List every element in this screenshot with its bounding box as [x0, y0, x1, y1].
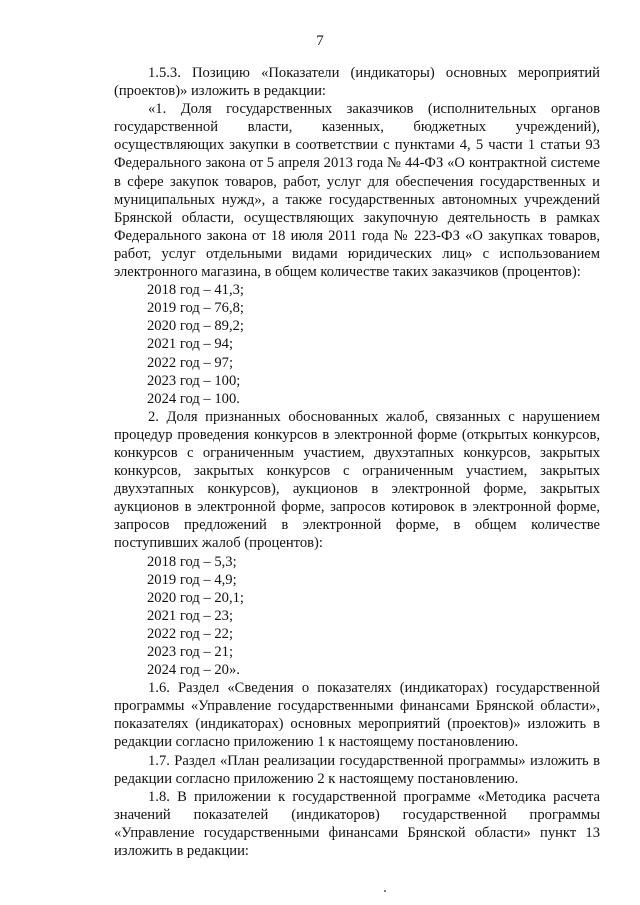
indicator-1-value-2022: 2022 год – 97; [147, 354, 234, 371]
scan-speck [384, 890, 386, 892]
section-1-8: 1.8. В приложении к государственной программе «Методика расчета значений показателей (индикаторов) государственной программы «Управление государственными финансами Брянской области» пункт 13 изложить в редакции: [114, 788, 600, 860]
document-body [114, 64, 600, 860]
section-1-6: 1.6. Раздел «Сведения о показателях (индикаторах) государственной программы «Управление государственными финансами Брянской области», показателях (индикаторах) основных мероприятий (проектов)» изложить в редакции согласно приложению 1 к настоящему постановлению. [114, 680, 600, 751]
indicator-1-value-2018: 2018 год – 41,3; [147, 282, 244, 299]
section-1-5-3-intro: 1.5.3. Позицию «Показатели (индикаторы) основных мероприятий (проектов)» изложить в редакции: [114, 65, 600, 100]
indicator-2-values [114, 553, 600, 680]
indicator-2-text: 2. Доля признанных обоснованных жалоб, связанных с нарушением процедур проведения конкурсов в электронной форме (открытых конкурсов, конкурсов с ограниченным участием, двухэтапных конкурсов, закрытых конкурсов, закрытых конкурсов с ограниченным участием, закрытых двухэтапных конкурсов), аукционов в электронной форме, закрытых аукционов в электронной форме, запросов котировок в электронной форме, запросов предложений в электронной форме, в общем количестве поступивших жалоб (процентов): [114, 408, 600, 552]
indicator-1-values [114, 281, 600, 408]
indicator-2-value-2022: 2022 год – 22; [147, 625, 234, 642]
indicator-1-value-2021: 2021 год – 94; [147, 336, 234, 353]
indicator-2-value-2023: 2023 год – 21; [147, 644, 234, 660]
indicator-1-value-2024: 2024 год – 100. [147, 390, 240, 407]
indicator-1-text: «1. Доля государственных заказчиков (исполнительных органов государственной власти, казенных, бюджетных учреждений), осуществляющих закупки в соответствии с пунктами 4, 5 части 1 статьи 93 Федерального закона от 5 апреля 2013 года № 44-ФЗ «О контрактной системе в сфере закупок товаров, работ, услуг для обеспечения государственных и муниципальных нужд», а также государственных автономных учреждений Брянской области, осуществляющих закупочную деятельность в рамках Федерального закона от 18 июля 2011 года № 223-ФЗ «О закупках товаров, работ, услуг отдельными видами юридических лиц» с использованием электронного магазина, в общем количестве таких заказчиков (процентов): [114, 101, 600, 281]
indicator-2-value-2024: 2024 год – 20». [147, 662, 240, 679]
indicator-2-value-2020: 2020 год – 20,1; [147, 589, 244, 606]
page-number: 7 [316, 33, 324, 49]
indicator-1-value-2023: 2023 год – 100; [147, 372, 241, 389]
indicator-2-value-2019: 2019 год – 4,9; [147, 571, 237, 588]
indicator-2-value-2018: 2018 год – 5,3; [147, 553, 237, 570]
indicator-1-value-2019: 2019 год – 76,8; [147, 300, 244, 317]
indicator-2-value-2021: 2021 год – 23; [147, 607, 234, 624]
indicator-1-value-2020: 2020 год – 89,2; [147, 318, 244, 335]
section-1-7: 1.7. Раздел «План реализации государственной программы» изложить в редакции согласно приложению 2 к настоящему постановлению. [114, 752, 600, 787]
